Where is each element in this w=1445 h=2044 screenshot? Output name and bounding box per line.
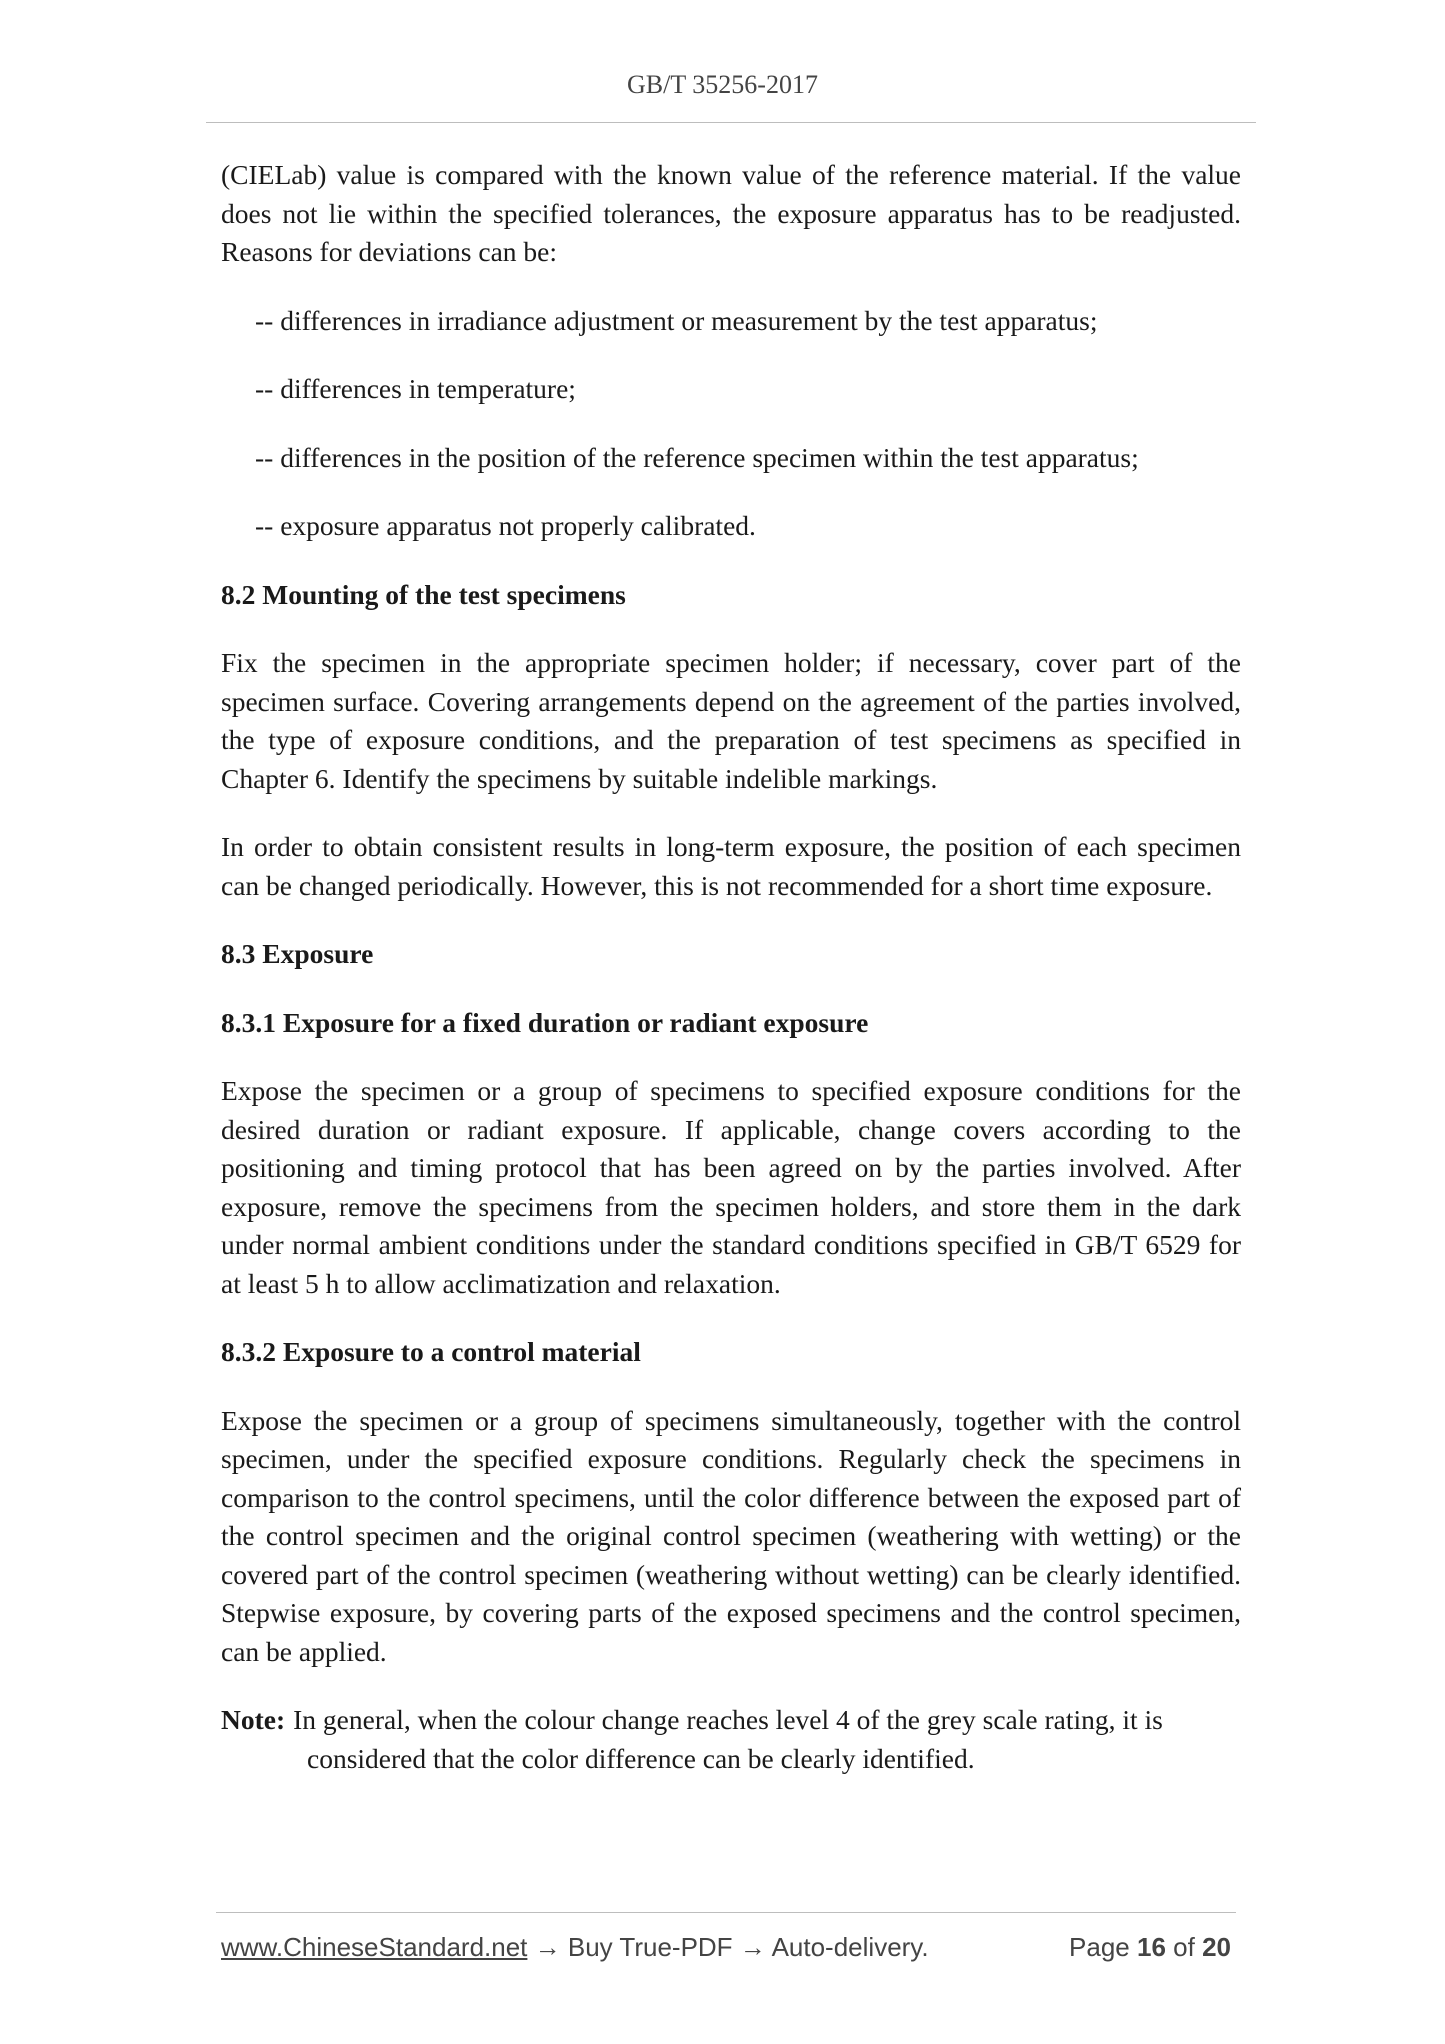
paragraph-8-2-b: In order to obtain consistent results in long-term exposure, the position of each specimen can be changed periodically. However, this is not recommended for a short time exposure. [221, 831, 1241, 901]
page-header: GB/T 35256-2017 [627, 70, 818, 99]
paragraph-8-2-a: Fix the specimen in the appropriate specimen holder; if necessary, cover part of the specimen surface. Covering arrangements depend on the agreement of the parties involved, the type of exposure conditions, and the preparation of test specimens as specified in Chapter 6. Identify the specimens by suitable indelible markings. [221, 647, 1241, 794]
page-number [1069, 1932, 1231, 1963]
bullet-item: -- differences in irradiance adjustment or measurement by the test apparatus; [255, 304, 1098, 336]
document-body [221, 156, 1241, 1778]
bullet-item: -- differences in the position of the reference specimen within the test apparatus; [255, 441, 1139, 473]
page-current: 16 [1137, 1932, 1166, 1962]
footer-promo [221, 1932, 929, 1963]
website-link[interactable]: www.ChineseStandard.net [221, 1932, 528, 1962]
section-heading-8-3-1: 8.3.1 Exposure for a fixed duration or radiant exposure [221, 1006, 869, 1038]
footer-tagline: → Buy True-PDF → Auto-delivery. [527, 1932, 929, 1962]
section-heading-8-3-2: 8.3.2 Exposure to a control material [221, 1336, 641, 1367]
bullet-item: -- differences in temperature; [255, 373, 576, 404]
page-total: 20 [1202, 1932, 1231, 1962]
bullet-item: -- exposure apparatus not properly calibrated. [255, 510, 756, 541]
section-heading-8-3: 8.3 Exposure [221, 938, 374, 969]
note-label: Note: [221, 1704, 286, 1735]
page-of: of [1173, 1932, 1195, 1962]
paragraph-8-3-1: Expose the specimen or a group of specimens to specified exposure conditions for the desired duration or radiant exposure. If applicable, change covers according to the positioning and timing protocol that has been agreed on by the parties involved. After exposure, remove the specimens from the specimen holders, and store them in the dark under normal ambient conditions under the standard conditions specified in GB/T 6529 for at least 5 h to allow acclimatization and relaxation. [221, 1075, 1241, 1299]
paragraph-8-3-2: Expose the specimen or a group of specimens simultaneously, together with the control specimen, under the specified exposure conditions. Regularly check the specimens in comparison to the control specimens, until the color difference between the exposed part of the control specimen and the original control specimen (weathering with wetting) or the covered part of the control specimen (weathering without wetting) can be clearly identified. Stepwise exposure, by covering parts of the exposed specimens and the control specimen, can be applied. [221, 1404, 1241, 1667]
note-text-line1: In general, when the colour change reaches level 4 of the grey scale rating, it is [293, 1704, 1163, 1735]
intro-paragraph: (CIELab) value is compared with the known value of the reference material. If the value does not lie within the specified tolerances, the exposure apparatus has to be readjusted. Reasons for deviations can be: [221, 159, 1241, 267]
note-block [221, 1701, 1241, 1740]
note-text-line2: considered that the color difference can be clearly identified. [307, 1742, 975, 1774]
header-divider [206, 122, 1256, 123]
section-heading-8-2: 8.2 Mounting of the test specimens [221, 578, 626, 610]
page-footer [221, 1932, 1231, 1963]
footer-divider [216, 1912, 1236, 1913]
page-label: Page [1069, 1932, 1130, 1962]
